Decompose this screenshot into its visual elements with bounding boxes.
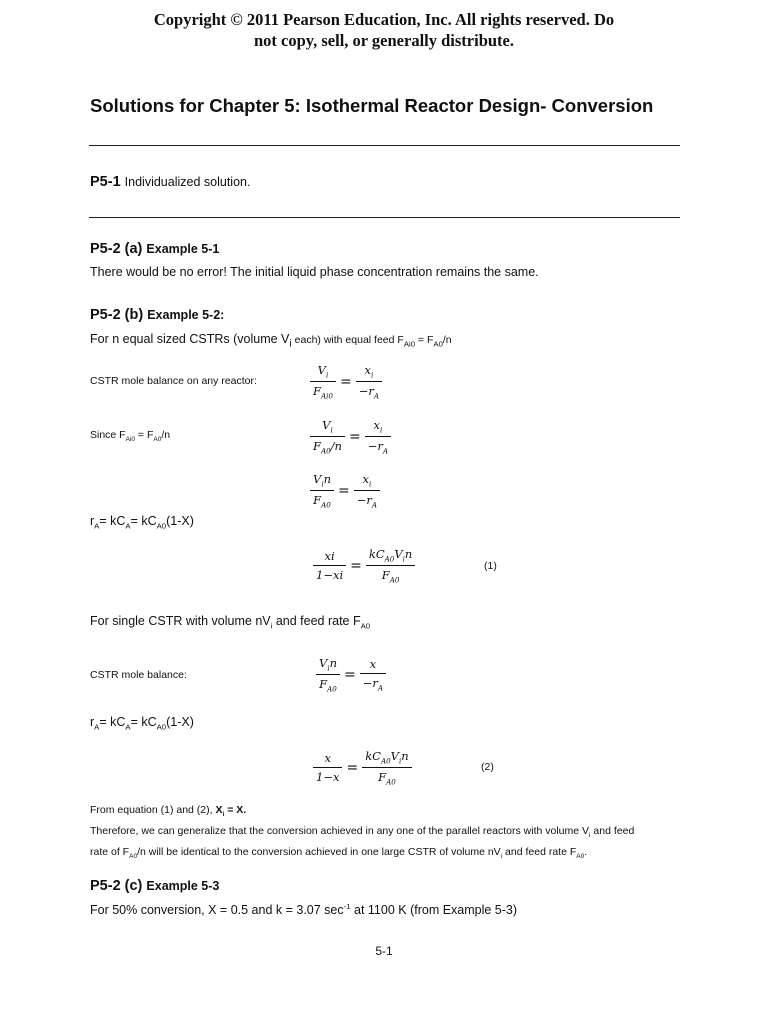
p5-2b-intro: For n equal sized CSTRs (volume $V_i$ each) with equal feed $F_{Ai0} = F_{A0}/n$ — [90, 332, 452, 350]
page-number: 5-1 — [375, 944, 393, 958]
p5-2c-example: Example 5-3 — [146, 879, 220, 893]
equation-2: $\frac{x}{1-x}$ = $\frac{kC_{A0}V_in}{F_{A0}}$ — [313, 749, 412, 787]
p5-1-text: Individualized solution. — [124, 175, 251, 189]
conclusion-line-2: Therefore, we can generalize that the conversion achieved in any one of the parallel reactors with volume $V_i$ and feed — [90, 825, 635, 840]
p5-2b-heading — [90, 307, 224, 323]
equation-1-number: (1) — [484, 560, 497, 572]
equation-since: $\frac{V_i}{F_{A0}/n}$ = $\frac{x_i}{-r_A}$ — [310, 418, 391, 456]
copyright-line-1: Copyright © 2011 Pearson Education, Inc. All rights reserved. Do — [153, 10, 615, 29]
since-label: Since $F_{Ai0} = F_{A0}/n$ — [90, 429, 171, 444]
equation-2-number: (2) — [481, 761, 494, 773]
p5-1-heading — [90, 174, 250, 190]
p5-2c-label: P5-2 (c) — [90, 878, 143, 894]
p5-2b-example: Example 5-2: — [147, 308, 225, 322]
conclusion-line-1: From equation (1) and (2), $X_i = X$. — [90, 804, 247, 819]
p5-2c-heading — [90, 878, 219, 894]
p5-1-label: P5-1 — [90, 174, 121, 190]
rate-law-2: $r_A= kC_A= kC_{A0}(1-X)$ — [90, 715, 194, 732]
equation-rearranged: $\frac{V_in}{F_{A0}}$ = $\frac{x_i}{-r_A}$ — [310, 472, 380, 510]
rate-law: $r_A= kC_A= kC_{A0}(1-X)$ — [90, 514, 194, 531]
page-title: Solutions for Chapter 5: Isothermal Reactor Design- Conversion — [90, 95, 654, 116]
copyright-notice — [60, 9, 708, 51]
p5-2a-text: There would be no error! The initial liquid phase concentration remains the same. — [90, 265, 539, 279]
equation-1: $\frac{xi}{1-xi}$ = $\frac{kC_{A0}V_in}{F_{A0}}$ — [313, 547, 415, 585]
conclusion-paragraph — [90, 802, 700, 865]
p5-2a-label: P5-2 (a) — [90, 241, 143, 257]
p5-2c-text: For 50% conversion, X = 0.5 and k = 3.07 $\sec^{-1}$ at 1100 K (from Example 5-3) — [90, 902, 518, 918]
p5-2a-example: Example 5-1 — [146, 242, 220, 256]
divider — [89, 145, 680, 146]
p5-2a-heading — [90, 241, 219, 257]
cstr-balance-label: CSTR mole balance: — [90, 669, 187, 681]
single-cstr-text: For single CSTR with volume $nV_i$ and feed rate $F_{A0}$ — [90, 614, 371, 631]
equation-mole-balance: $\frac{V_i}{F_{Ai0}}$ = $\frac{x_i}{-r_A}$ — [310, 363, 382, 401]
conclusion-line-3: rate of $F_{A0}/n$ will be identical to the conversion achieved in one large CSTR of volume $nV_i$ and feed rate $F_{A0}$. — [90, 846, 588, 861]
mole-balance-label: CSTR mole balance on any reactor: — [90, 375, 257, 387]
p5-2b-label: P5-2 (b) — [90, 307, 144, 323]
divider — [89, 217, 680, 218]
copyright-line-2: not copy, sell, or generally distribute. — [253, 31, 515, 50]
equation-single-balance: $\frac{V_in}{F_{A0}}$ = $\frac{x}{-r_A}$ — [316, 656, 386, 694]
